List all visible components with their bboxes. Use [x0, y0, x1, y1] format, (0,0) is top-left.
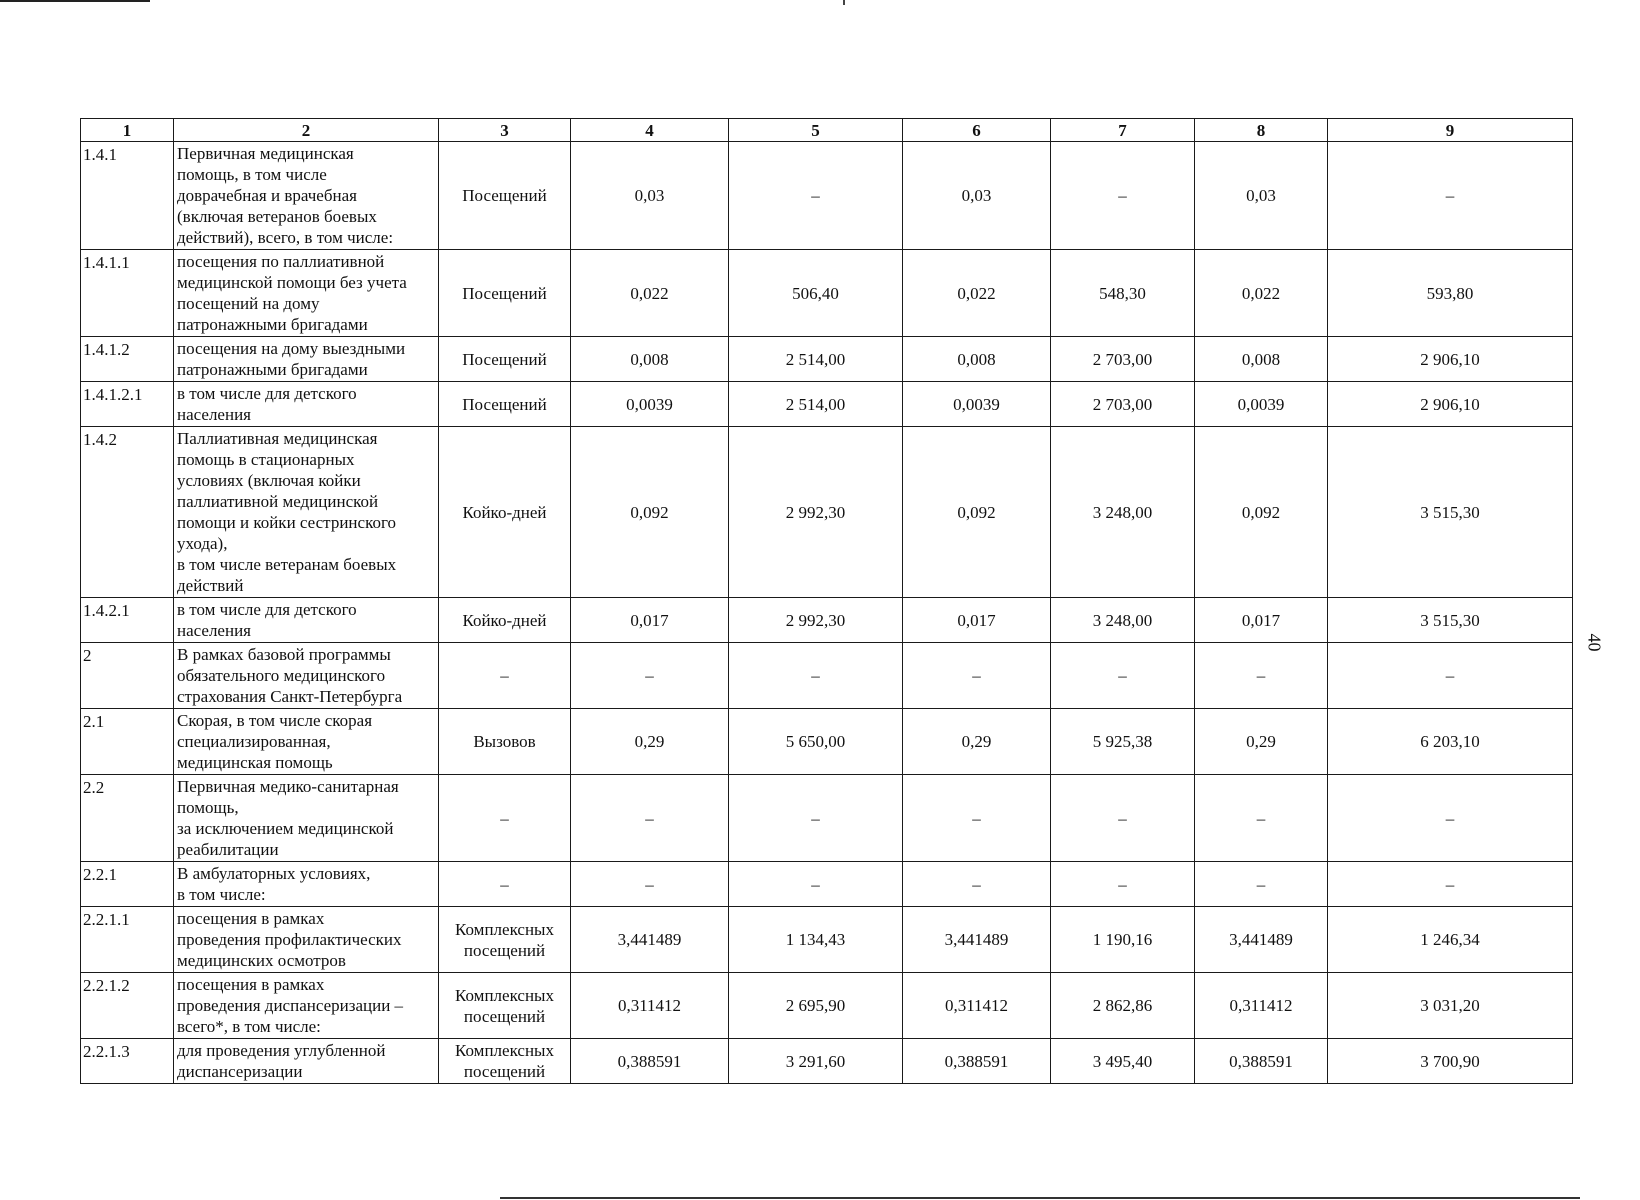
value-cell-4: – — [571, 862, 729, 907]
value-cell-7: 1 190,16 — [1051, 907, 1195, 973]
value-cell-9: 2 906,10 — [1328, 382, 1573, 427]
value-cell-6: 3,441489 — [903, 907, 1051, 973]
value-cell-4: 0,29 — [571, 709, 729, 775]
value-cell-8: 3,441489 — [1195, 907, 1328, 973]
unit-cell: – — [439, 775, 571, 862]
row-name: посещения по паллиативной медицинской помощи без учета посещений на дому патронажными бригадами — [174, 250, 439, 337]
value-cell-6: – — [903, 643, 1051, 709]
row-number: 2.1 — [81, 709, 174, 775]
table-row — [81, 709, 1573, 775]
value-cell-7: 5 925,38 — [1051, 709, 1195, 775]
value-cell-6: – — [903, 862, 1051, 907]
value-cell-4: 0,022 — [571, 250, 729, 337]
header-cell: 8 — [1195, 119, 1328, 142]
row-number: 1.4.2 — [81, 427, 174, 598]
header-cell: 7 — [1051, 119, 1195, 142]
value-cell-5: 2 992,30 — [729, 598, 903, 643]
value-cell-6: 0,311412 — [903, 973, 1051, 1039]
value-cell-9: 3 515,30 — [1328, 427, 1573, 598]
value-cell-9: 6 203,10 — [1328, 709, 1573, 775]
value-cell-8: 0,388591 — [1195, 1039, 1328, 1084]
value-cell-8: – — [1195, 643, 1328, 709]
row-number: 2.2 — [81, 775, 174, 862]
value-cell-7: 2 703,00 — [1051, 337, 1195, 382]
value-cell-7: – — [1051, 775, 1195, 862]
value-cell-6: 0,022 — [903, 250, 1051, 337]
value-cell-6: 0,017 — [903, 598, 1051, 643]
value-cell-9: – — [1328, 775, 1573, 862]
value-cell-7: 2 703,00 — [1051, 382, 1195, 427]
value-cell-7: – — [1051, 862, 1195, 907]
value-cell-4: 0,092 — [571, 427, 729, 598]
value-cell-5: 2 514,00 — [729, 337, 903, 382]
row-name: в том числе для детского населения — [174, 598, 439, 643]
value-cell-8: 0,311412 — [1195, 973, 1328, 1039]
table-row — [81, 382, 1573, 427]
value-cell-7: 3 248,00 — [1051, 598, 1195, 643]
row-name: Первичная медицинская помощь, в том числе доврачебная и врачебная (включая ветеранов боевых действий), всего, в том числе: — [174, 142, 439, 250]
value-cell-6: 0,092 — [903, 427, 1051, 598]
row-number: 1.4.1.2.1 — [81, 382, 174, 427]
row-name: посещения в рамках проведения диспансеризации – всего*, в том числе: — [174, 973, 439, 1039]
value-cell-9: 1 246,34 — [1328, 907, 1573, 973]
unit-cell: Посещений — [439, 382, 571, 427]
row-name: Скорая, в том числе скорая специализированная, медицинская помощь — [174, 709, 439, 775]
header-row — [81, 119, 1573, 142]
value-cell-8: 0,022 — [1195, 250, 1328, 337]
unit-cell: Вызовов — [439, 709, 571, 775]
header-cell: 6 — [903, 119, 1051, 142]
scan-edge-tick — [843, 0, 845, 5]
row-name: посещения в рамках проведения профилактических медицинских осмотров — [174, 907, 439, 973]
value-cell-4: 0,388591 — [571, 1039, 729, 1084]
value-cell-4: 0,017 — [571, 598, 729, 643]
table-row — [81, 907, 1573, 973]
value-cell-5: 2 992,30 — [729, 427, 903, 598]
scan-edge-line-bottom — [500, 1197, 1580, 1199]
value-cell-6: 0,0039 — [903, 382, 1051, 427]
value-cell-9: – — [1328, 862, 1573, 907]
row-number: 1.4.2.1 — [81, 598, 174, 643]
value-cell-4: – — [571, 775, 729, 862]
header-cell: 4 — [571, 119, 729, 142]
unit-cell: Посещений — [439, 250, 571, 337]
header-cell: 2 — [174, 119, 439, 142]
value-cell-8: 0,017 — [1195, 598, 1328, 643]
value-cell-8: 0,092 — [1195, 427, 1328, 598]
page-number: 40 — [1584, 633, 1605, 652]
value-cell-7: 3 495,40 — [1051, 1039, 1195, 1084]
row-number: 2.2.1.2 — [81, 973, 174, 1039]
value-cell-6: – — [903, 775, 1051, 862]
value-cell-9: 3 515,30 — [1328, 598, 1573, 643]
value-cell-5: 506,40 — [729, 250, 903, 337]
value-cell-4: 0,0039 — [571, 382, 729, 427]
unit-cell: Комплексных посещений — [439, 1039, 571, 1084]
value-cell-8: – — [1195, 775, 1328, 862]
value-cell-4: 3,441489 — [571, 907, 729, 973]
value-cell-7: – — [1051, 142, 1195, 250]
unit-cell: Комплексных посещений — [439, 907, 571, 973]
table-row — [81, 598, 1573, 643]
value-cell-9: – — [1328, 643, 1573, 709]
value-cell-5: – — [729, 862, 903, 907]
value-cell-8: 0,0039 — [1195, 382, 1328, 427]
value-cell-5: 5 650,00 — [729, 709, 903, 775]
value-cell-9: 3 031,20 — [1328, 973, 1573, 1039]
unit-cell: Койко-дней — [439, 427, 571, 598]
value-cell-8: 0,03 — [1195, 142, 1328, 250]
value-cell-5: 2 514,00 — [729, 382, 903, 427]
row-name: В амбулаторных условиях, в том числе: — [174, 862, 439, 907]
table-body — [81, 142, 1573, 1084]
value-cell-7: 548,30 — [1051, 250, 1195, 337]
value-cell-5: 1 134,43 — [729, 907, 903, 973]
header-cell: 1 — [81, 119, 174, 142]
value-cell-8: – — [1195, 862, 1328, 907]
value-cell-7: 2 862,86 — [1051, 973, 1195, 1039]
table-row — [81, 250, 1573, 337]
row-number: 1.4.1.2 — [81, 337, 174, 382]
table-row — [81, 427, 1573, 598]
value-cell-9: 2 906,10 — [1328, 337, 1573, 382]
unit-cell: – — [439, 643, 571, 709]
value-cell-9: – — [1328, 142, 1573, 250]
row-name: В рамках базовой программы обязательного медицинского страхования Санкт-Петербурга — [174, 643, 439, 709]
unit-cell: Комплексных посещений — [439, 973, 571, 1039]
row-name: посещения на дому выездными патронажными бригадами — [174, 337, 439, 382]
value-cell-4: 0,311412 — [571, 973, 729, 1039]
table-row — [81, 337, 1573, 382]
table-row — [81, 643, 1573, 709]
value-cell-5: 2 695,90 — [729, 973, 903, 1039]
row-number: 1.4.1 — [81, 142, 174, 250]
header-cell: 3 — [439, 119, 571, 142]
header-cell: 9 — [1328, 119, 1573, 142]
row-number: 1.4.1.1 — [81, 250, 174, 337]
table-row — [81, 142, 1573, 250]
unit-cell: Посещений — [439, 337, 571, 382]
scan-edge-line — [0, 0, 150, 2]
row-number: 2.2.1.3 — [81, 1039, 174, 1084]
value-cell-5: – — [729, 142, 903, 250]
row-name: Паллиативная медицинская помощь в стационарных условиях (включая койки паллиативной медицинской помощи и койки сестринского ухода), в том числе ветеранам боевых действий — [174, 427, 439, 598]
row-number: 2.2.1 — [81, 862, 174, 907]
value-cell-7: – — [1051, 643, 1195, 709]
row-name: в том числе для детского населения — [174, 382, 439, 427]
value-cell-6: 0,29 — [903, 709, 1051, 775]
unit-cell: – — [439, 862, 571, 907]
row-name: для проведения углубленной диспансеризации — [174, 1039, 439, 1084]
table-row — [81, 862, 1573, 907]
value-cell-4: 0,008 — [571, 337, 729, 382]
value-cell-8: 0,008 — [1195, 337, 1328, 382]
unit-cell: Посещений — [439, 142, 571, 250]
value-cell-5: – — [729, 643, 903, 709]
row-number: 2 — [81, 643, 174, 709]
value-cell-6: 0,008 — [903, 337, 1051, 382]
row-number: 2.2.1.1 — [81, 907, 174, 973]
table-row — [81, 973, 1573, 1039]
header-cell: 5 — [729, 119, 903, 142]
value-cell-8: 0,29 — [1195, 709, 1328, 775]
row-name: Первичная медико-санитарная помощь, за исключением медицинской реабилитации — [174, 775, 439, 862]
value-cell-9: 3 700,90 — [1328, 1039, 1573, 1084]
value-cell-4: 0,03 — [571, 142, 729, 250]
value-cell-9: 593,80 — [1328, 250, 1573, 337]
table-row — [81, 775, 1573, 862]
value-cell-5: – — [729, 775, 903, 862]
tariff-table — [80, 118, 1573, 1084]
value-cell-5: 3 291,60 — [729, 1039, 903, 1084]
value-cell-6: 0,03 — [903, 142, 1051, 250]
value-cell-7: 3 248,00 — [1051, 427, 1195, 598]
table-row — [81, 1039, 1573, 1084]
value-cell-6: 0,388591 — [903, 1039, 1051, 1084]
unit-cell: Койко-дней — [439, 598, 571, 643]
value-cell-4: – — [571, 643, 729, 709]
